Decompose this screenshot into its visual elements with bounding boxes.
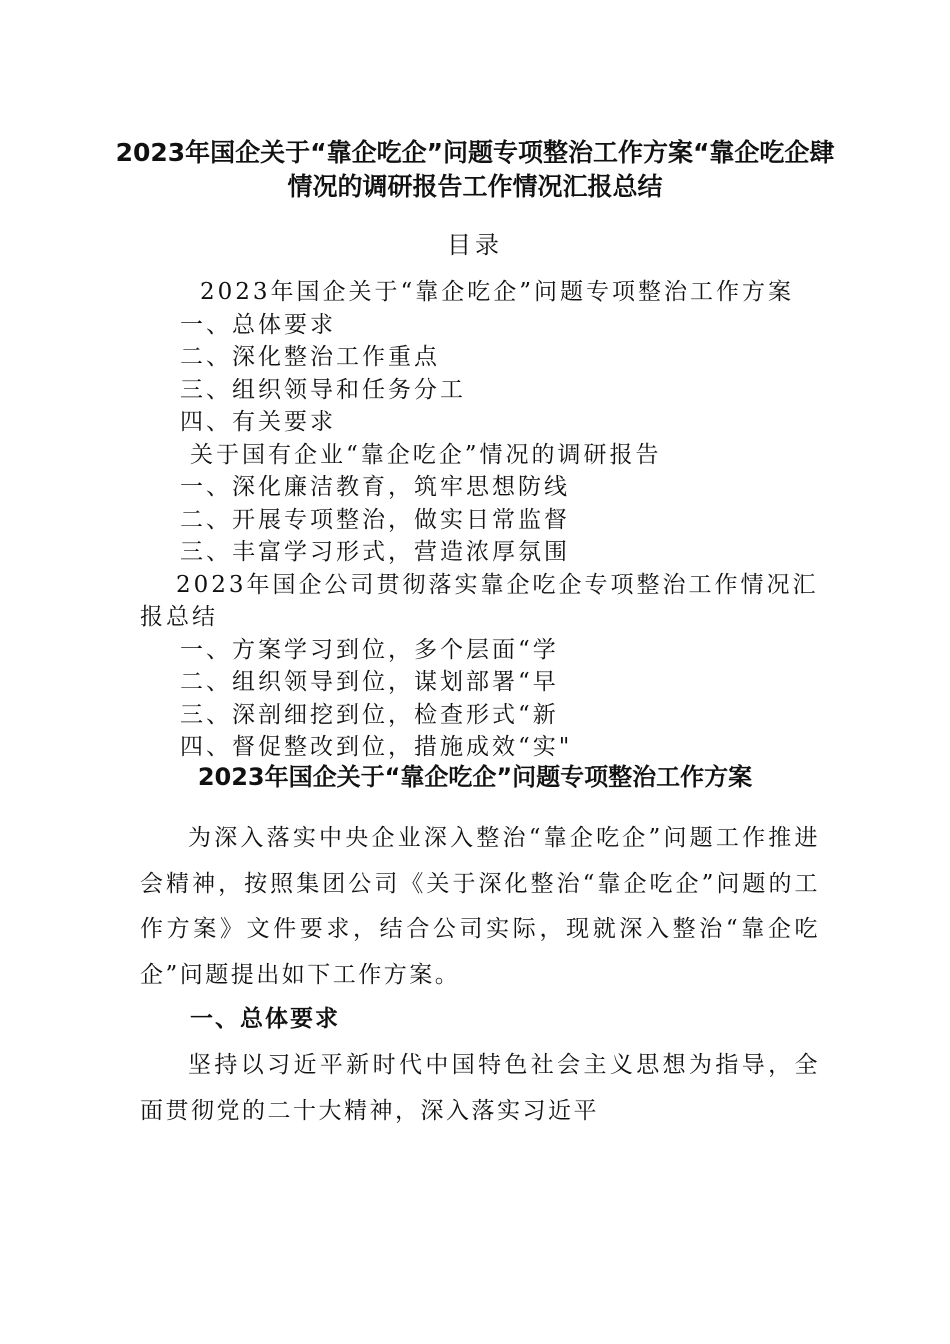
toc-item: 二、组织领导到位，谋划部署“早 xyxy=(180,669,559,695)
toc-heading: 目录 xyxy=(447,231,503,259)
toc-item: 四、督促整改到位，措施成效“实" xyxy=(180,734,573,760)
toc-item: 三、深剖细挖到位，检查形式“新 xyxy=(180,701,559,728)
toc-item: 一、总体要求 xyxy=(180,311,336,338)
body-paragraph: 坚持以习近平新时代中国特色社会主义思想为指导，全面贯彻党的二十大精神，深入落实习近平 xyxy=(140,1052,820,1124)
toc-item: 四、有关要求 xyxy=(180,409,336,435)
table-of-contents xyxy=(140,276,830,764)
toc-item: 2023年国企关于“靠企吃企”问题专项整治工作方案 xyxy=(200,279,795,305)
toc-item: 三、丰富学习形式，营造浓厚氛围 xyxy=(180,539,570,565)
toc-item: 2023年国企公司贯彻落实靠企吃企专项整治工作情况汇报总结 xyxy=(140,571,819,630)
intro-paragraph: 为深入落实中央企业深入整治“靠企吃企”问题工作推进会精神，按照集团公司《关于深化整治“靠企吃企”问题的工作方案》文件要求，结合公司实际，现就深入整治“靠企吃企”问题提出如下工作方案。 xyxy=(140,825,820,988)
subheading-general-requirements: 一、总体要求 xyxy=(190,1006,340,1032)
toc-item: 一、方案学习到位，多个层面“学 xyxy=(180,636,559,663)
toc-item: 二、深化整治工作重点 xyxy=(180,344,440,370)
document-title: 2023年国企关于“靠企吃企”问题专项整治工作方案“靠企吃企肆情况的调研报告工作情况汇报总结 xyxy=(115,138,835,201)
section-title: 2023年国企关于“靠企吃企”问题专项整治工作方案 xyxy=(197,763,753,791)
toc-item: 二、开展专项整治，做实日常监督 xyxy=(180,506,570,533)
toc-item: 关于国有企业“靠企吃企”情况的调研报告 xyxy=(190,441,662,468)
toc-item: 一、深化廉洁教育，筑牢思想防线 xyxy=(180,474,570,500)
toc-item: 三、组织领导和任务分工 xyxy=(180,376,466,403)
